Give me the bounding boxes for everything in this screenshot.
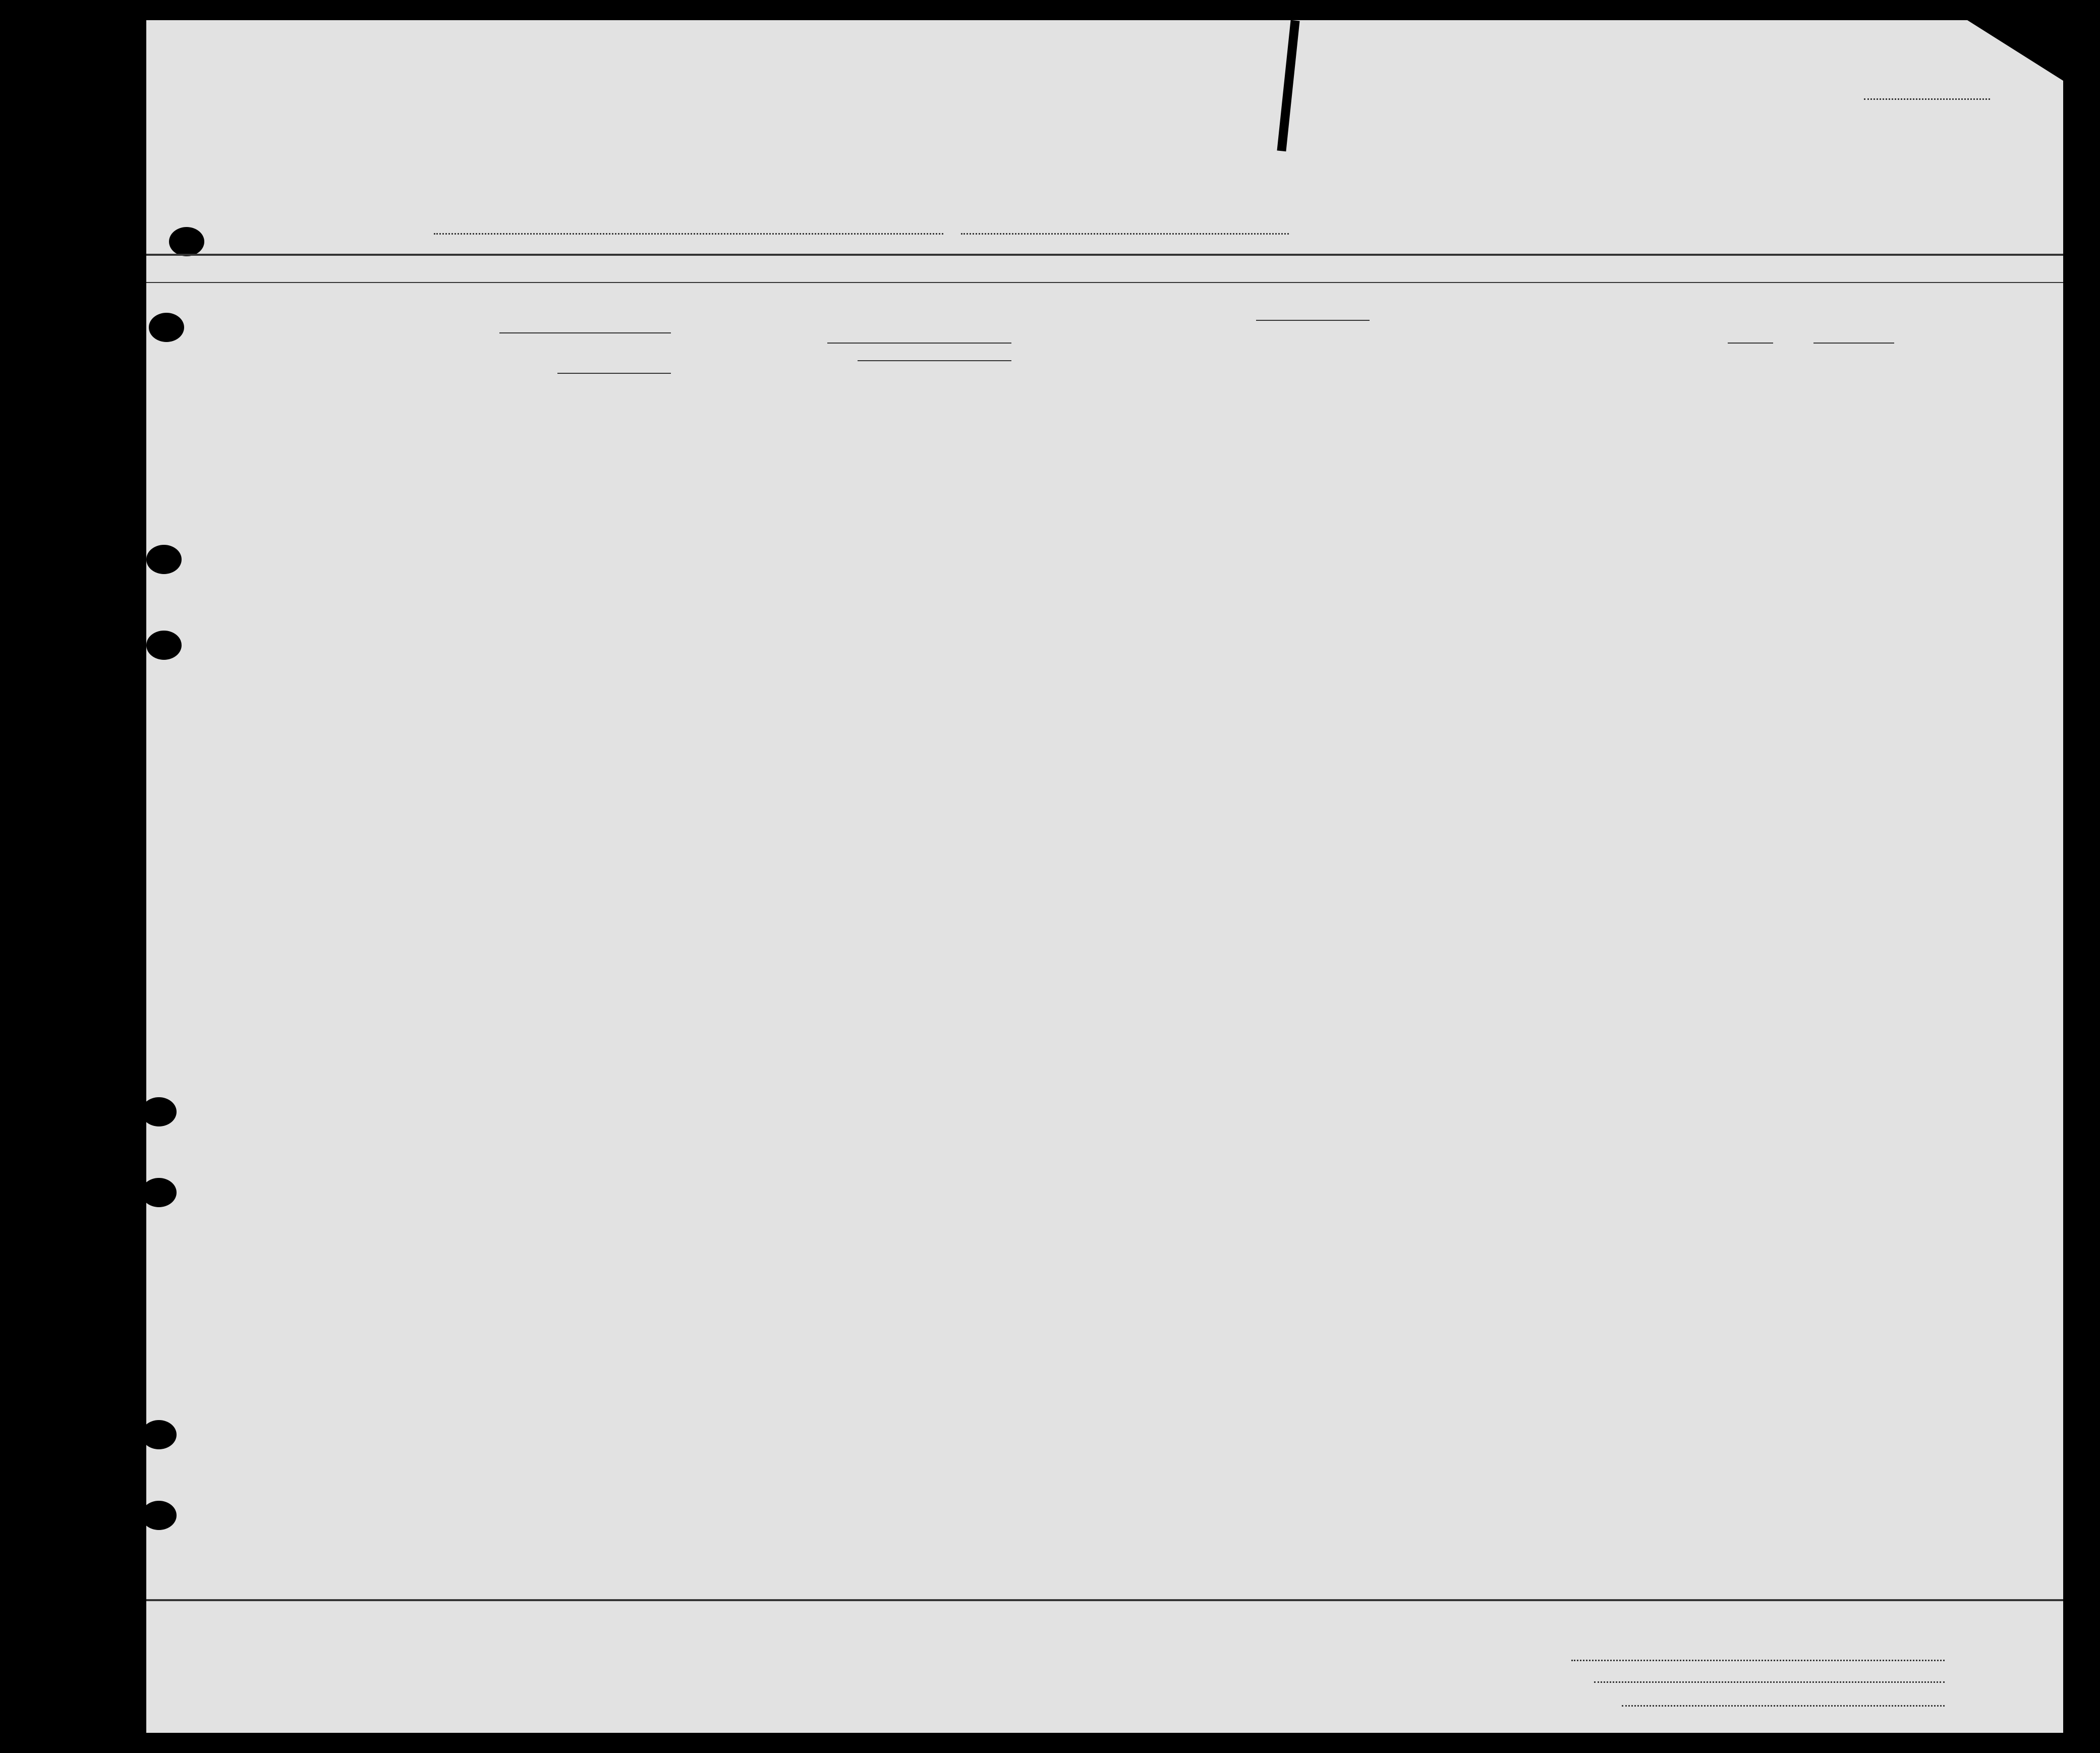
col-31-header [1583,288,1605,424]
col-34-inches [1751,348,1772,419]
col-30-header [1563,288,1580,424]
local-agents-field[interactable] [1622,1705,1945,1707]
col-28-header [1469,288,1519,424]
col-19-header [673,288,697,424]
col-24-b [1307,323,1334,424]
col-27-header [1443,288,1465,424]
col-21-header [798,288,821,424]
col-24-c [1337,323,1368,424]
owners-field[interactable] [1594,1681,1945,1683]
line-field[interactable] [1571,1660,1945,1661]
col-24-a [1260,323,1304,424]
col-29-header [1523,288,1560,424]
col-34-feet [1729,348,1749,419]
col-25-header [1372,288,1412,424]
col-26-header [1417,288,1440,424]
